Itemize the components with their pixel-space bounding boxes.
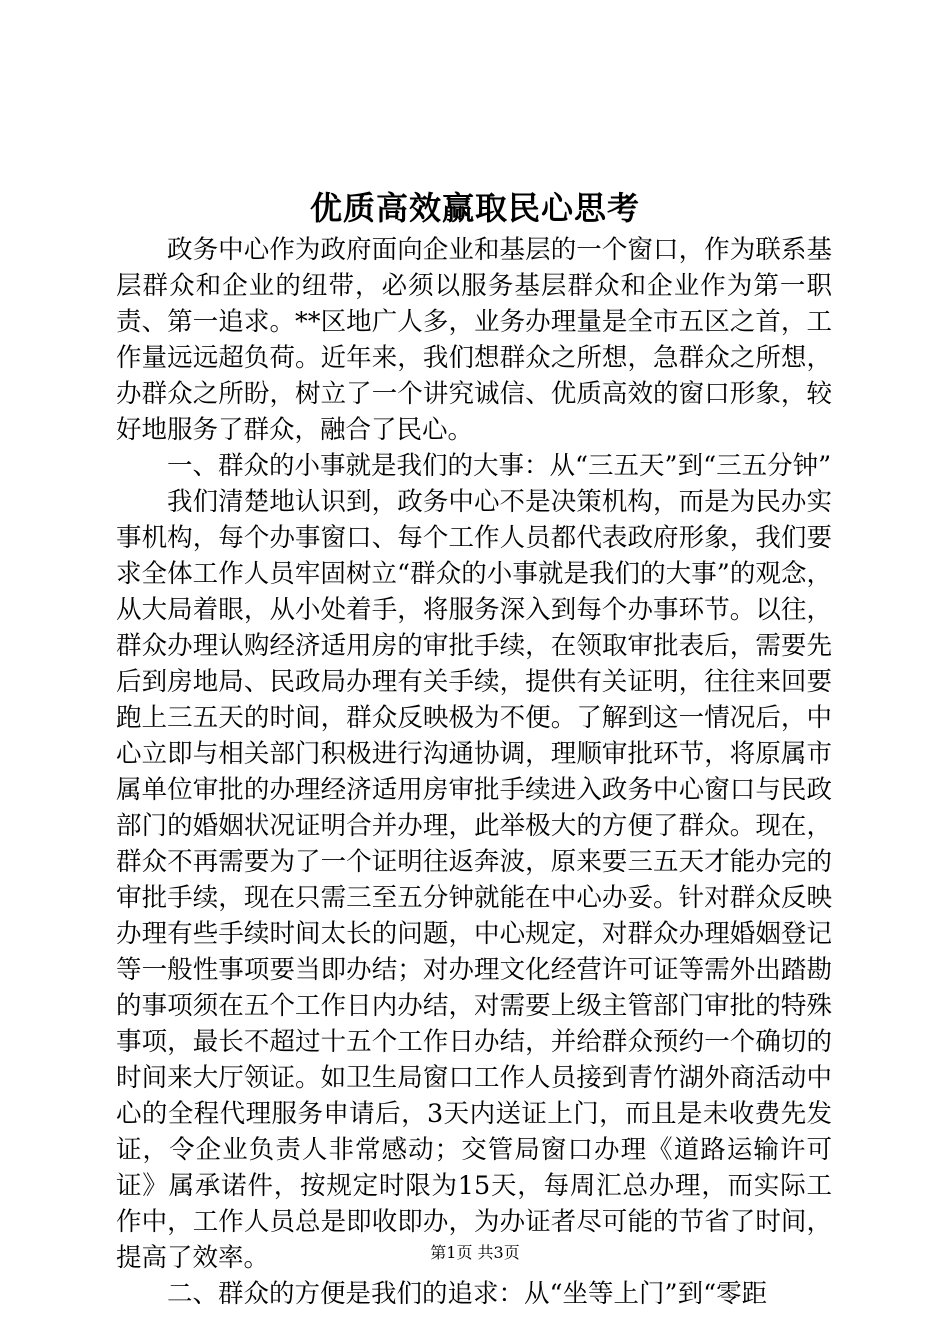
page-number-footer: 第1页 共3页 xyxy=(430,1243,520,1262)
intro-paragraph: 政务中心作为政府面向企业和基层的一个窗口，作为联系基层群众和企业的纽带，必须以服务基层群众和企业作为第一职责、第一追求。**区地广人多，业务办理量是全市五区之首，工作量远远超负荷。近年来，我们想群众之所想，急群众之所想，办群众之所盼，树立了一个讲究诚信、优质高效的窗口形象，较好地服务了群众，融合了民心。 xyxy=(116,235,832,445)
section-heading-1: 一、群众的小事就是我们的大事：从“三五天”到“三五分钟” xyxy=(167,451,832,481)
section-1-paragraph: 我们清楚地认识到，政务中心不是决策机构，而是为民办实事机构，每个办事窗口、每个工作人员都代表政府形象，我们要求全体工作人员牢固树立“群众的小事就是我们的大事”的观念，从大局着眼，从小处着手，将服务深入到每个办事环节。以往，群众办理认购经济适用房的审批手续，在领取审批表后，需要先后到房地局、民政局办理有关手续，提供有关证明，往往来回要跑上三五天的时间，群众反映极为不便。了解到这一情况后，中心立即与相关部门积极进行沟通协调，理顺审批环节，将原属市属单位审批的办理经济适用房审批手续进入政务中心窗口与民政部门的婚姻状况证明合并办理，此举极大的方便了群众。现在，群众不再需要为了一个证明往返奔波，原来要三五天才能办完的审批手续，现在只需三至五分钟就能在中心办妥。针对群众反映办理有些手续时间太长的问题，中心规定，对群众办理婚姻登记等一般性事项要当即办结；对办理文化经营许可证等需外出踏勘的事项须在五个工作日内办结，对需要上级主管部门审批的特殊事项，最长不超过十五个工作日办结，并给群众预约一个确切的时间来大厅领证。如卫生局窗口工作人员接到青竹湖外商活动中心的全程代理服务申请后，3天内送证上门，而且是未收费先发证，令企业负责人非常感动；交管局窗口办理《道路运输许可证》属承诺件，按规定时限为15天，每周汇总办理，而实际工作中，工作人员总是即收即办，为办证者尽可能的节省了时间，提高了效率。 xyxy=(116,487,832,1273)
document-body xyxy=(116,232,832,1312)
document-title: 优质高效赢取民心思考 xyxy=(309,189,640,227)
section-heading-2: 二、群众的方便是我们的追求：从“坐等上门”到“零距 xyxy=(167,1279,768,1309)
